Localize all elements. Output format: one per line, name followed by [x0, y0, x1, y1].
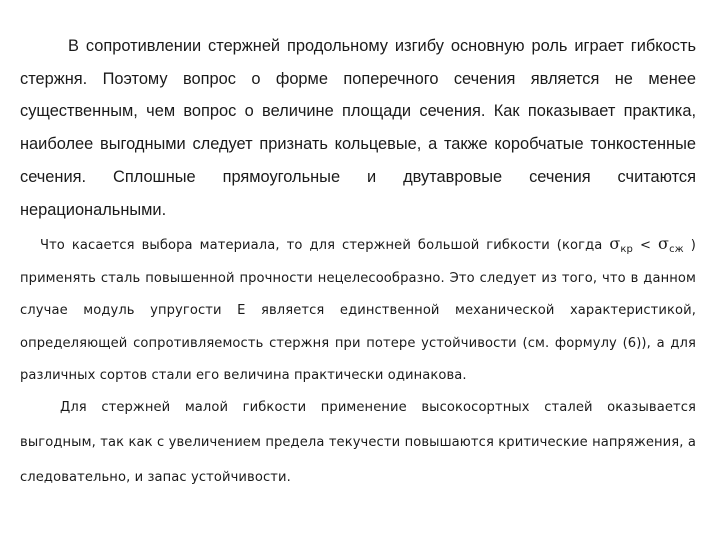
paragraph-low-flexibility: Для стержней малой гибкости применение высокосортных сталей оказывается выгодным, так как с увеличением предела текучести повышаются критические напряжения, а следовательно, и запас устойчивости.	[20, 400, 696, 485]
subscript-kr: кр	[620, 244, 633, 255]
paragraph-text-end: ) применять сталь повышенной прочности нецелесообразно. Это следует из того, что в данном случае модуль упругости E является единственной механической характеристикой, определяющей сопротивляемость стержня при потере устойчивости (см. формулу (6)), а для различных сортов стали его величина практически одинакова.	[20, 238, 696, 383]
sigma-compression: σ	[658, 234, 670, 253]
paragraph-material-choice	[20, 228, 696, 393]
paragraph-text-start: Что касается выбора материала, то для стержней большой гибкости (когда	[40, 238, 610, 253]
paragraph-form-of-section: В сопротивлении стержней продольному изгибу основную роль играет гибкость стержня. Поэтому вопрос о форме поперечного сечения является не менее существенным, чем вопрос о величине площади сечения. Как показывает практика, наиболее выгодными следует признать кольцевые, а также коробчатые тонкостенные сечения. Сплошные прямоугольные и двутавровые сечения считаются нерациональными.	[20, 37, 696, 219]
sigma-critical: σ	[609, 234, 621, 253]
less-than-sign: <	[633, 238, 659, 253]
subscript-szh: сж	[669, 244, 684, 255]
